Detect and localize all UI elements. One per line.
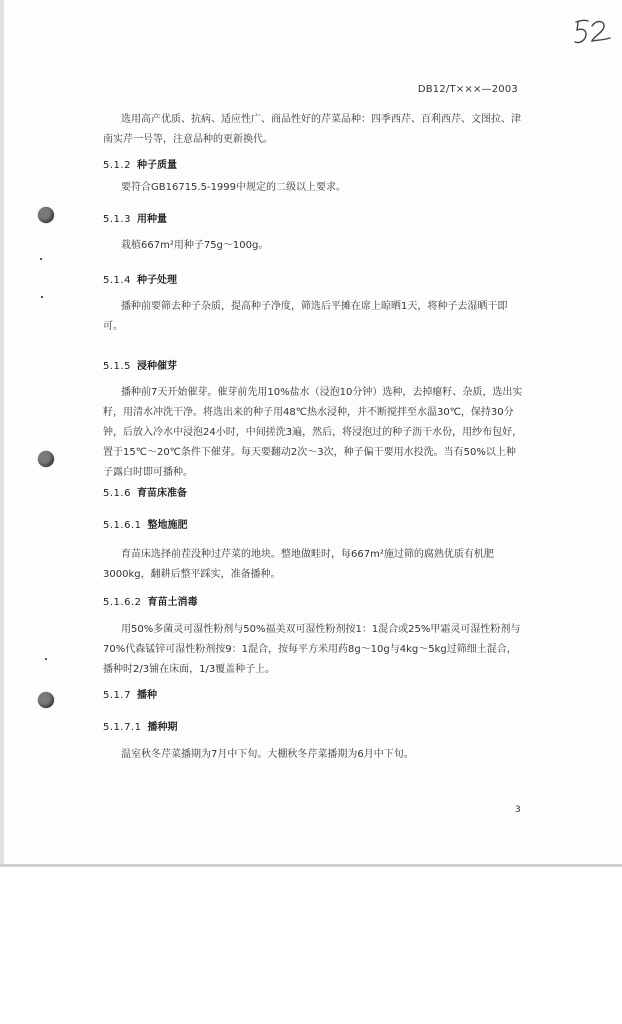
section-number: 5.1.6.1: [103, 520, 142, 531]
section-title: 种子处理: [136, 275, 177, 286]
intro-paragraph: 选用高产优质、抗病、适应性广、商品性好的芹菜品种：四季西芹、百利西芹、文图拉、津南实芹一号等，注意品种的更新换代。: [103, 114, 521, 145]
section-5-1-5-text: 播种前7天开始催芽。催芽前先用10%盐水（浸泡10分钟）选种，去掉瘪籽、杂质，选出实籽，用清水冲洗干净。将选出来的种子用48℃热水浸种，并不断搅拌至水温30℃，保持30分钟，后放入冷水中浸泡24小时，中间搓洗3遍，然后，将浸泡过的种子沥干水份，用纱布包好，置于15℃～20℃条件下催芽。每天要翻动2次～3次，种子偏干要用水投洗。当有50%以上种子露白时即可播种。: [103, 387, 523, 478]
section-number: 5.1.2: [103, 160, 131, 171]
section-title: 用种量: [136, 214, 167, 225]
punch-hole: [38, 692, 54, 708]
section-number: 5.1.7: [103, 690, 131, 701]
section-5-1-6-heading: [103, 484, 187, 499]
section-5-1-6-2-text: 用50%多菌灵可湿性粉剂与50%福美双可湿性粉剂按1：1混合或25%甲霜灵可湿性粉剂与70%代森锰锌可湿性粉剂按9：1混合，按每平方米用药8g～10g与4kg～5kg过筛细土混合，播种时2/3铺在床面，1/3覆盖种子上。: [103, 624, 521, 675]
section-5-1-2-text: 要符合GB16715.5-1999中规定的二级以上要求。: [121, 182, 347, 193]
scan-speck: [40, 258, 42, 260]
section-title: 播种期: [147, 722, 178, 733]
section-title: 整地施肥: [147, 520, 188, 531]
section-title: 浸种催芽: [136, 361, 177, 372]
section-number: 5.1.5: [103, 361, 131, 372]
handwritten-page-mark: [572, 14, 618, 50]
section-number: 5.1.4: [103, 275, 131, 286]
section-number: 5.1.7.1: [103, 722, 142, 733]
section-title: 种子质量: [136, 160, 177, 171]
scan-speck: [45, 658, 47, 660]
section-5-1-3-text: 栽植667m²用种子75g～100g。: [121, 240, 269, 251]
section-5-1-7-heading: [103, 686, 157, 701]
section-number: 5.1.3: [103, 214, 131, 225]
section-5-1-4-heading: [103, 271, 177, 286]
scan-speck: [41, 296, 43, 298]
section-5-1-2-heading: [103, 156, 177, 171]
page-number: 3: [515, 805, 521, 815]
standard-code: DB12/T×××—2003: [417, 84, 518, 95]
section-5-1-6-1-text: 育苗床选择前茬没种过芹菜的地块。整地做畦时，每667m²施过筛的腐熟优质有机肥3000kg，翻耕后整平踩实，准备播种。: [103, 549, 494, 580]
section-number: 5.1.6.2: [103, 597, 142, 608]
section-5-1-5-heading: [103, 357, 177, 372]
section-5-1-7-1-heading: [103, 718, 178, 733]
section-5-1-6-2-heading: [103, 593, 198, 608]
section-title: 育苗土消毒: [147, 597, 198, 608]
section-5-1-4-text: 播种前要筛去种子杂质，提高种子净度，筛选后平摊在席上晾晒1天，将种子去湿晒干即可。: [103, 301, 508, 332]
section-number: 5.1.6: [103, 488, 131, 499]
section-5-1-3-heading: [103, 210, 167, 225]
section-title: 育苗床准备: [136, 488, 187, 499]
punch-hole: [38, 207, 54, 223]
punch-hole: [38, 451, 54, 467]
section-5-1-6-1-heading: [103, 516, 188, 531]
section-title: 播种: [136, 690, 157, 701]
section-5-1-7-1-text: 温室秋冬芹菜播期为7月中下旬。大棚秋冬芹菜播期为6月中下旬。: [121, 749, 414, 760]
